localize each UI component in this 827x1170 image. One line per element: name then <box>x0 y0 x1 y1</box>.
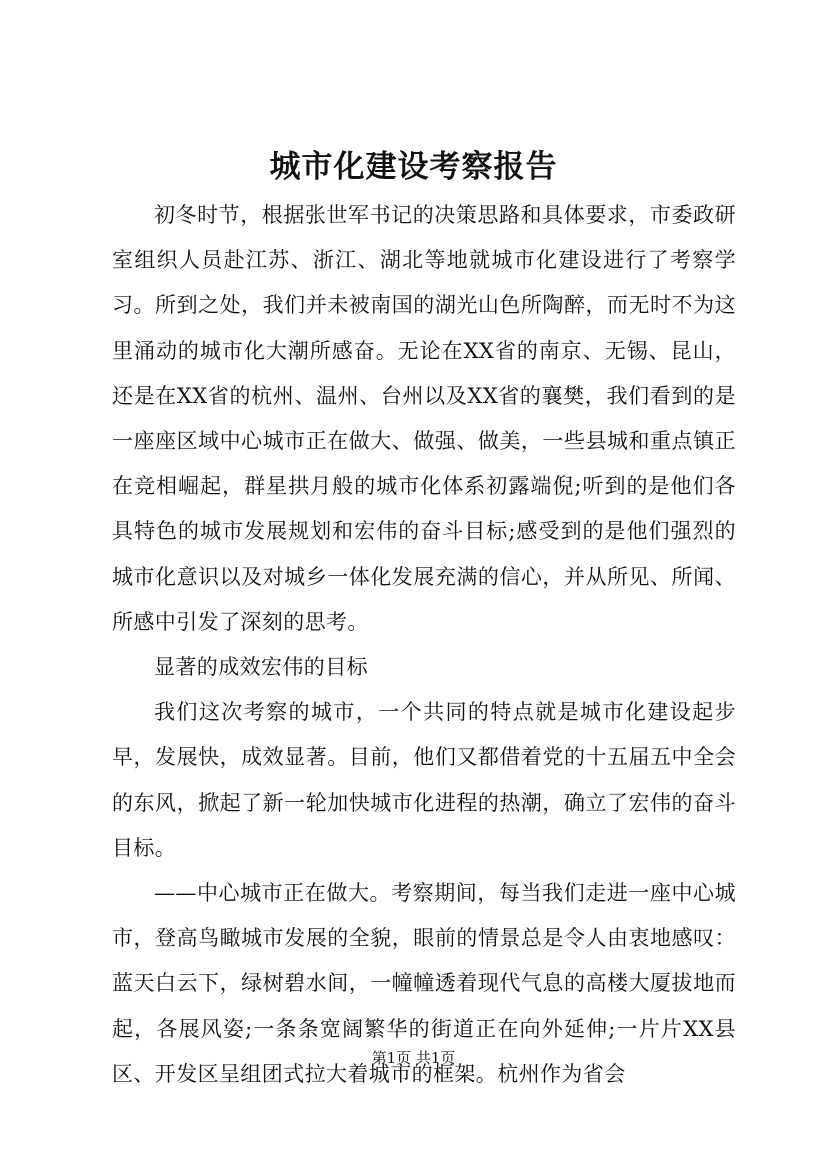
paragraph-central-city: ——中心城市正在做大。考察期间，每当我们走进一座中心城市，登高鸟瞰城市发展的全貌，眼前的情景总是令人由衷地感叹：蓝天白云下，绿树碧水间，一幢幢透着现代气息的高楼大厦拔地而起，各展风姿;一条条宽阔繁华的街道正在向外延伸;一片片XX县区、开发区呈组团式拉大着城市的框架。杭州作为省会 <box>112 881 736 1086</box>
section-heading: 显著的成效宏伟的目标 <box>154 655 368 680</box>
document-title: 城市化建设考察报告 <box>269 149 558 185</box>
page-number-footer: 第1页 共1页 <box>371 1049 456 1067</box>
document-body <box>112 193 736 1097</box>
paragraph-intro: 初冬时节，根据张世军书记的决策思路和具体要求，市委政研室组织人员赴江苏、浙江、湖北等地就城市化建设进行了考察学习。所到之处，我们并未被南国的湖光山色所陶醉，而无时不为这里涌动的城市化大潮所感奋。无论在XX省的南京、无锡、昆山，还是在XX省的杭州、温州、台州以及XX省的襄樊，我们看到的是一座座区域中心城市正在做大、做强、做美，一些县城和重点镇正在竞相崛起，群星拱月般的城市化体系初露端倪;听到的是他们各具特色的城市发展规划和宏伟的奋斗目标;感受到的是他们强烈的城市化意识以及对城乡一体化发展充满的信心，并从所见、所闻、所感中引发了深刻的思考。 <box>112 203 736 634</box>
paragraph-results: 我们这次考察的城市，一个共同的特点就是城市化建设起步早，发展快，成效显著。目前，他们又都借着党的十五届五中全会的东风，掀起了新一轮加快城市化进程的热潮，确立了宏伟的奋斗目标。 <box>112 700 736 860</box>
